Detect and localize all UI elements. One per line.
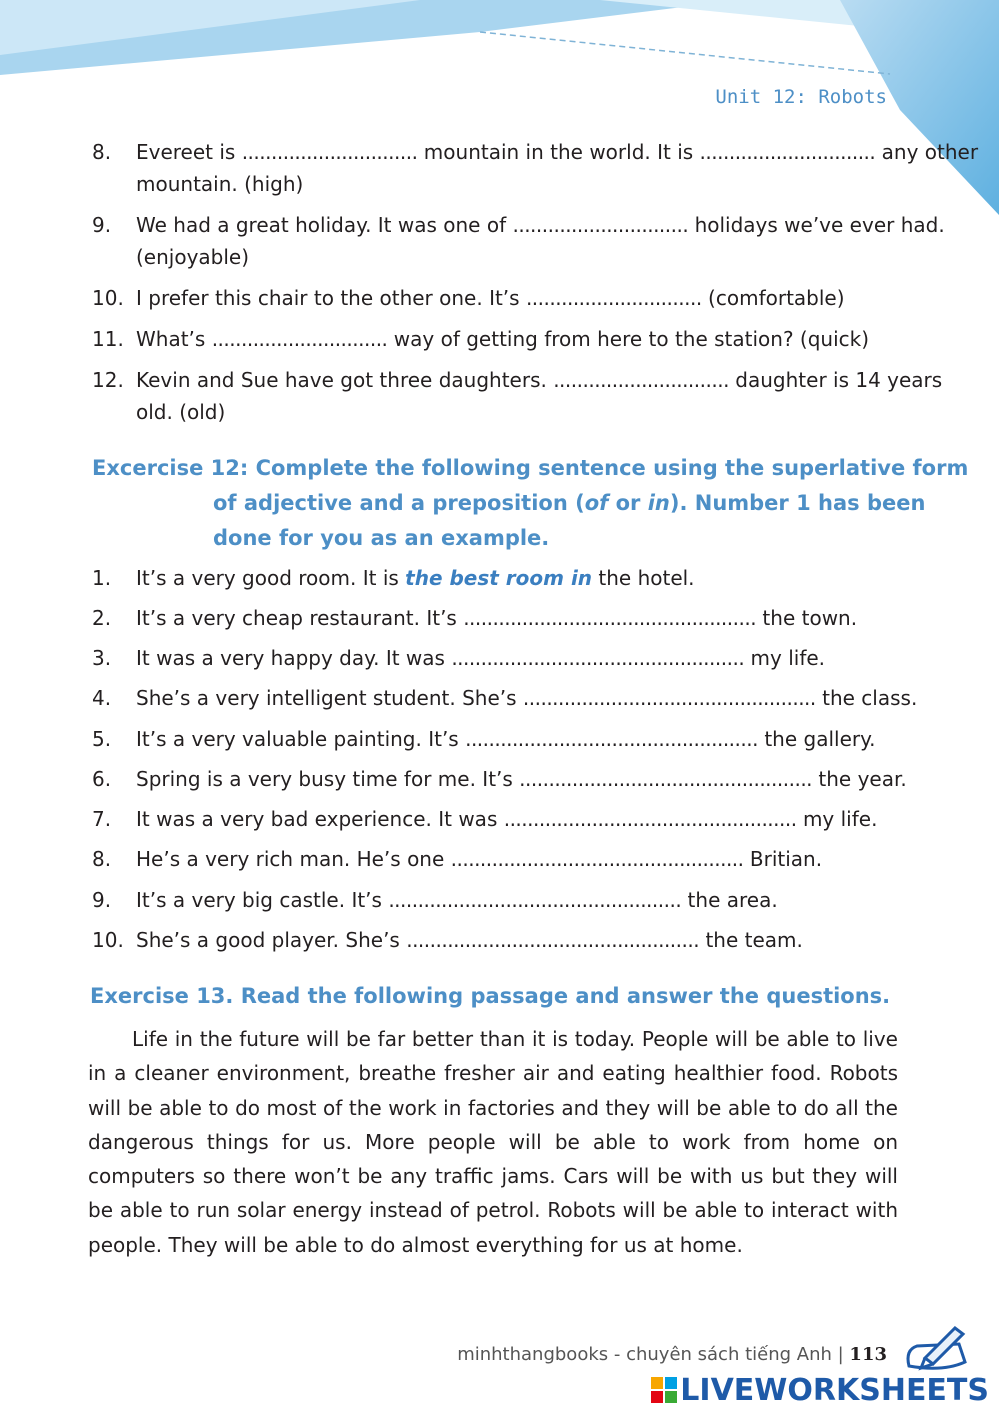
publisher-name: minhthangbooks - chuyên sách tiếng Anh xyxy=(457,1344,832,1365)
unit-title: Unit 12: Robots xyxy=(715,86,887,108)
item-text: It was a very bad experience. It was xyxy=(136,807,504,831)
item-text: It’s a very big castle. It’s xyxy=(136,888,389,912)
exercise-12-heading-line3: done for you as an example. xyxy=(213,526,550,550)
answer-blank[interactable]: .................................................. xyxy=(451,646,745,670)
item-number: 8. xyxy=(92,847,112,871)
answer-blank[interactable]: .................................................. xyxy=(388,888,682,912)
question-text: daughter is 14 years xyxy=(728,368,943,392)
question-text: Evereet is xyxy=(136,140,242,164)
question-text: (comfortable) xyxy=(701,286,845,310)
question-text: I prefer this chair to the other one. It’s xyxy=(136,286,526,310)
answer-blank[interactable]: .................................................. xyxy=(519,767,813,791)
question-text: What’s xyxy=(136,327,212,351)
question-text: any other xyxy=(875,140,979,164)
page-number: 113 xyxy=(849,1344,887,1365)
question-number: 11. xyxy=(92,327,124,351)
answer-blank[interactable]: .................................................. xyxy=(406,928,700,952)
item-text: It’s a very good room. It is xyxy=(136,566,406,590)
item-number: 3. xyxy=(92,646,112,670)
item-text: the team. xyxy=(699,928,803,952)
question-number: 12. xyxy=(92,368,124,392)
question-text: (enjoyable) xyxy=(136,245,250,269)
item-number: 9. xyxy=(92,888,112,912)
pen-icon xyxy=(903,1322,971,1378)
reading-passage: Life in the future will be far better than it is today. People will be able to live in a cleaner environment, breathe fresher air and eating healthier food. Robots will be able to do most of the work in factories and they will be able to do all the dangerous things for us. More people will be able to work from home on computers so there won’t be any traffic jams. Cars will be with us but they will be able to run solar energy instead of petrol. Robots will be able to interact with people. They will be able to do almost everything for us at home. xyxy=(88,1027,898,1257)
answer-blank[interactable]: .................................................. xyxy=(450,847,744,871)
question-text: We had a great holiday. It was one of xyxy=(136,213,513,237)
item-number: 1. xyxy=(92,566,112,590)
liveworksheets-watermark: LIVEWORKSHEETS xyxy=(651,1373,989,1408)
question-text: Kevin and Sue have got three daughters. xyxy=(136,368,554,392)
exercise-12-heading: Excercise 12: Complete the following sentence using the superlative form xyxy=(92,456,969,480)
item-text: Spring is a very busy time for me. It’s xyxy=(136,767,520,791)
item-text: He’s a very rich man. He’s one xyxy=(136,847,451,871)
question-text: way of getting from here to the station? (quick) xyxy=(387,327,870,351)
question-text: mountain. (high) xyxy=(136,172,304,196)
item-number: 5. xyxy=(92,727,112,751)
question-text: mountain in the world. It is xyxy=(417,140,700,164)
answer-blank[interactable]: .............................. xyxy=(553,368,729,392)
item-number: 10. xyxy=(92,928,124,952)
answer-blank[interactable]: .............................. xyxy=(512,213,689,237)
item-text: She’s a good player. She’s xyxy=(136,928,407,952)
example-answer: the best room in xyxy=(405,566,593,590)
answer-blank[interactable]: .................................................. xyxy=(463,606,757,630)
item-text: the area. xyxy=(681,888,778,912)
item-number: 2. xyxy=(92,606,112,630)
answer-blank[interactable]: .................................................. xyxy=(522,686,816,710)
item-text: the gallery. xyxy=(757,727,876,751)
question-number: 10. xyxy=(92,286,124,310)
item-text: She’s a very intelligent student. She’s xyxy=(136,686,523,710)
item-text: the year. xyxy=(812,767,907,791)
exercise-12-heading-line2: of adjective and a preposition (of or in). Number 1 has been xyxy=(213,491,926,515)
answer-blank[interactable]: .............................. xyxy=(525,286,702,310)
item-text: my life. xyxy=(796,807,878,831)
liveworksheets-logo-icon xyxy=(651,1377,677,1403)
item-number: 7. xyxy=(92,807,112,831)
item-number: 4. xyxy=(92,686,112,710)
question-number: 9. xyxy=(92,213,112,237)
answer-blank[interactable]: .............................. xyxy=(241,140,418,164)
item-text: It’s a very cheap restaurant. It’s xyxy=(136,606,464,630)
exercise-13-heading: Exercise 13. Read the following passage and answer the questions. xyxy=(90,984,891,1008)
item-text: the town. xyxy=(756,606,858,630)
item-text: my life. xyxy=(744,646,826,670)
item-number: 6. xyxy=(92,767,112,791)
question-number: 8. xyxy=(92,140,112,164)
item-text: It’s a very valuable painting. It’s xyxy=(136,727,466,751)
question-text: holidays we’ve ever had. xyxy=(688,213,945,237)
answer-blank[interactable]: .............................. xyxy=(699,140,876,164)
answer-blank[interactable]: .................................................. xyxy=(465,727,758,751)
item-text: the class. xyxy=(815,686,918,710)
item-text: the hotel. xyxy=(592,566,695,590)
question-text: old. (old) xyxy=(136,400,226,424)
item-text: Britian. xyxy=(743,847,823,871)
answer-blank[interactable]: .................................................. xyxy=(503,807,797,831)
page-footer: minhthangbooks - chuyên sách tiếng Anh | 113 xyxy=(457,1344,887,1365)
answer-blank[interactable]: .............................. xyxy=(211,327,388,351)
item-text: It was a very happy day. It was xyxy=(136,646,452,670)
